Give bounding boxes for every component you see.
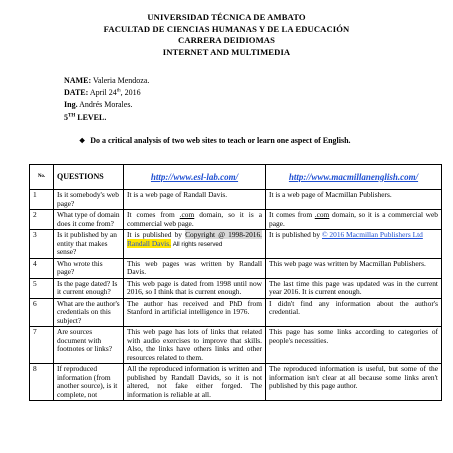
student-info — [64, 75, 149, 124]
table-row — [30, 190, 442, 210]
author-highlight: Randall Davis. — [127, 238, 171, 248]
document-header — [0, 12, 453, 58]
career-title: CARRERA DEIDIOMAS — [178, 35, 275, 45]
row-answer-site1: It is a web page of Randall Davis. — [124, 190, 266, 210]
date-value: April 24th, 2016 — [89, 88, 141, 98]
row-answer-site1: This web page is dated from 1998 until now 2016, so I think that is current enough. — [124, 278, 266, 298]
row-answer-site1: It comes from .com domain, so it is a commercial web page. — [124, 210, 266, 230]
row-answer-site2: It is a web page of Macmillan Publishers. — [266, 190, 442, 210]
row-answer-site2: This page has some links according to categories of people's necessities. — [266, 327, 442, 364]
row-answer-site1: This web pages was written by Randall Davis. — [124, 258, 266, 278]
row-number: 6 — [30, 298, 54, 327]
header-site1-link[interactable]: http://www.esl-lab.com/ — [124, 165, 266, 190]
row-number: 1 — [30, 190, 54, 210]
teacher-line — [64, 99, 149, 111]
row-number: 4 — [30, 258, 54, 278]
table-row — [30, 298, 442, 327]
row-answer-site2: This web page was written by Macmillan Publishers. — [266, 258, 442, 278]
header-questions: QUESTIONS — [54, 165, 124, 190]
name-value: Valeria Mendoza. — [92, 76, 150, 85]
task-text: Do a critical analysis of two web sites to teach or learn one aspect of English. — [90, 136, 351, 145]
header-number: No. — [30, 165, 54, 190]
row-number: 2 — [30, 210, 54, 230]
row-question: Are sources document with footnotes or links? — [54, 327, 124, 364]
header-site2-link[interactable]: http://www.macmillanenglish.com/ — [266, 165, 442, 190]
table-row — [30, 364, 442, 401]
analysis-table — [29, 164, 442, 401]
university-title: UNIVERSIDAD TÉCNICA DE AMBATO — [147, 12, 306, 22]
row-answer-site2: It comes from .com domain, so it is a commercial web page. — [266, 210, 442, 230]
row-question: Who wrote this page? — [54, 258, 124, 278]
table-header-row — [30, 165, 442, 190]
teacher-label: Ing. — [64, 100, 78, 110]
table-row — [30, 230, 442, 259]
date-label: DATE: — [64, 88, 89, 98]
row-question: Is it somebody's web page? — [54, 190, 124, 210]
row-question: Is the page dated? Is it current enough? — [54, 278, 124, 298]
row-question: If reproduced information (from another source), is it complete, not — [54, 364, 124, 401]
table-row — [30, 327, 442, 364]
row-question: Is it published by an entity that makes sense? — [54, 230, 124, 259]
row-answer-site2: It is published by © 2016 Macmillan Publishers Ltd — [266, 230, 442, 259]
row-answer-site1: All the reproduced information is written and published by Randall Davids, so it is not altered, not fake either forged. The information is reliable at all. — [124, 364, 266, 401]
row-number: 8 — [30, 364, 54, 401]
name-label: NAME: — [64, 76, 92, 85]
row-answer-site1: It is published by Copyright @ 1998-2016. Randall Davis. All rights reserved — [124, 230, 266, 259]
teacher-value: Andrés Morales. — [79, 100, 133, 110]
level-line: 5TH LEVEL. — [64, 112, 107, 122]
row-number: 3 — [30, 230, 54, 259]
table-row — [30, 258, 442, 278]
table-row — [30, 278, 442, 298]
row-answer-site2: I didn't find any information about the author's credential. — [266, 298, 442, 327]
course-title: INTERNET AND MULTIMEDIA — [162, 46, 291, 57]
row-answer-site1: This web page has lots of links that related with audio exercises to improve that skills. Also, the links have others links and other resources related to them. — [124, 327, 266, 364]
copyright-highlight: Copyright @ 1998-2016. — [185, 230, 262, 239]
name-line — [64, 75, 149, 87]
row-answer-site1: The author has received and PhD from Stanford in artificial intelligence in 1976. — [124, 298, 266, 327]
faculty-title: FACULTAD DE CIENCIAS HUMANAS Y DE LA EDUCACIÓN — [103, 23, 350, 34]
publisher-link[interactable]: © 2016 Macmillan Publishers Ltd — [321, 230, 423, 239]
task-instruction — [79, 136, 351, 145]
table-row — [30, 210, 442, 230]
date-line — [64, 87, 149, 99]
row-answer-site2: The last time this page was updated was in the current year 2016. It is current enough. — [266, 278, 442, 298]
row-question: What are the author's credentials on this subject? — [54, 298, 124, 327]
row-number: 5 — [30, 278, 54, 298]
row-question: What type of domain does it come from? — [54, 210, 124, 230]
diamond-bullet-icon: ❖ — [79, 137, 86, 145]
row-number: 7 — [30, 327, 54, 364]
row-answer-site2: The reproduced information is useful, but some of the information isn't clear at all because some links aren't published by this page author. — [266, 364, 442, 401]
